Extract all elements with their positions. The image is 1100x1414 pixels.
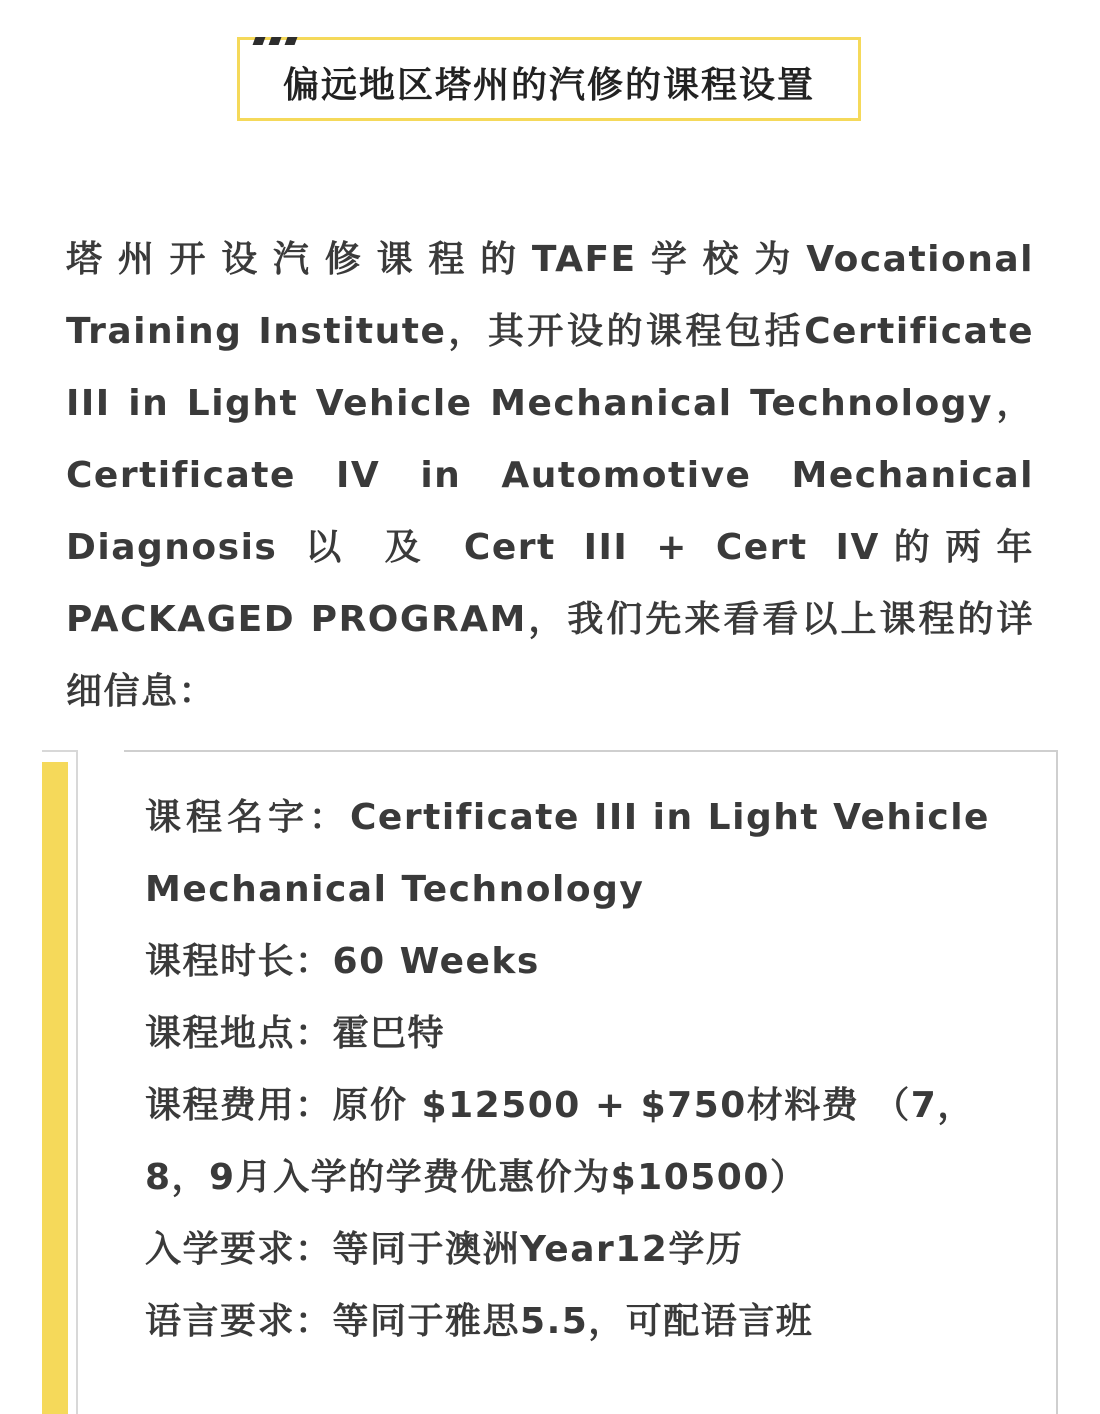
course-info-list [145,782,1015,1358]
course-duration-value: 60 Weeks [332,941,540,982]
course-name-value: Certificate III in Light Vehicle Mechanical Technology [145,797,990,910]
course-location-value: 霍巴特 [332,1013,446,1054]
entry-requirement-value: 等同于澳洲Year12学历 [332,1229,744,1270]
course-fee-label: 课程费用： [145,1085,333,1126]
course-fee-row [145,1070,1015,1214]
language-requirement-row [145,1286,1015,1358]
course-name-row [145,782,1015,926]
course-name-label: 课程名字： [145,797,351,838]
card-accent-bar [42,762,68,1414]
course-location-label: 课程地点： [145,1013,333,1054]
entry-requirement-row [145,1214,1015,1286]
intro-paragraph: 塔州开设汽修课程的TAFE学校为Vocational Training Institute，其开设的课程包括Certificate III in Light Vehicle Mechanical Technology， Certificate IV in Automotive Mechanical Diagnosis 以 及 Cert III + Cert IV的两年PACKAGED PROGRAM，我们先来看看以上课程的详细信息： [66,239,1034,712]
course-location-row [145,998,1015,1070]
entry-requirement-label: 入学要求： [145,1229,333,1270]
language-requirement-value: 等同于雅思5.5，可配语言班 [332,1301,814,1342]
course-duration-label: 课程时长： [145,941,333,982]
section-title-badge [237,37,861,121]
decorative-dashes-icon [254,37,302,45]
course-fee-value: 原价 $12500 + $750材料费 （7，8，9月入学的学费优惠价为$10500） [145,1085,975,1198]
course-duration-row [145,926,1015,998]
language-requirement-label: 语言要求： [145,1301,333,1342]
section-title: 偏远地区塔州的汽修的课程设置 [282,65,815,106]
